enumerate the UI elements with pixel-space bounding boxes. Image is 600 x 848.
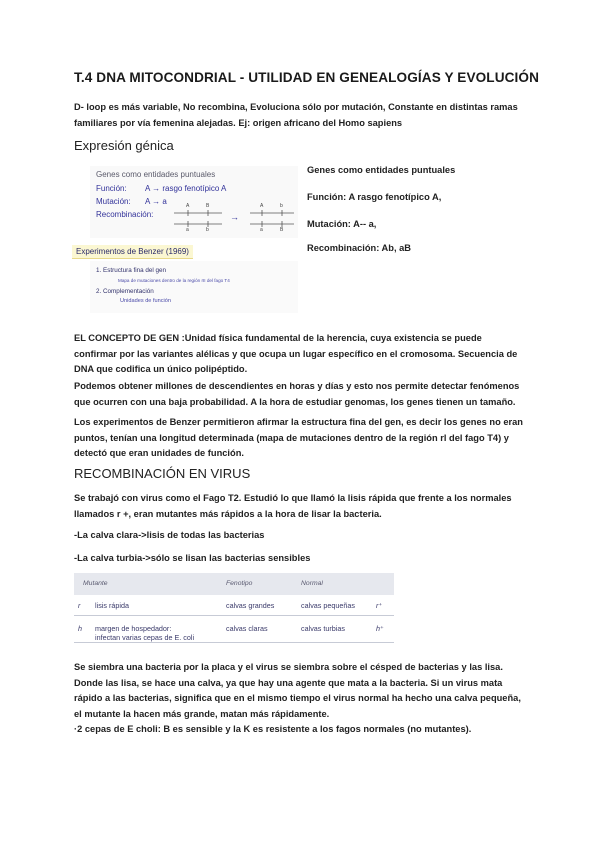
figure1-mutacion-value: A → a xyxy=(145,197,167,206)
para3-line-3: detectó que eran unidades de función. xyxy=(74,448,244,458)
row1-normal-symbol: r⁺ xyxy=(376,601,383,610)
figure1-funcion-value: A → rasgo fenotípico A xyxy=(145,184,227,193)
final-paragraph xyxy=(74,660,526,722)
row2-fenotipo: calvas claras xyxy=(226,624,268,633)
side-note-3: Mutación: A-- a, xyxy=(307,219,377,229)
header-fenotipo: Fenotipo xyxy=(226,580,253,587)
final-line-2: Donde las lisa, se hace una calva, ya que hay una agente que mata a la bacteria. Si un virus mata xyxy=(74,677,503,688)
locus-A-top-recomb: A xyxy=(260,203,264,209)
para2-line-1: Podemos obtener millones de descendientes en horas y días y esto nos permite detectar fenómenos xyxy=(74,381,520,391)
figure-benzer xyxy=(90,261,298,313)
figure1-mutacion-label: Mutación: xyxy=(96,197,131,206)
row2-symbol: h xyxy=(78,624,82,633)
intro-line-1: D- loop es más variable, No recombina, Evoluciona sólo por mutación, Constante en distintas ramas xyxy=(74,102,518,112)
last-line: ·2 cepas de E choli: B es sensible y la K es resistente a los fagos normales (no mutantes). xyxy=(74,724,472,734)
figure-genes-puntuales xyxy=(90,166,298,238)
para3-line-2: puntos, tenían una longitud determinada (mapa de mutaciones dentro de la región rl del fago T4) y xyxy=(74,432,509,443)
virus-paragraph xyxy=(74,491,526,522)
para2-line-2: que ocurren con una baja probabilidad. A la hora de estudiar genomas, los genes tienen un tamaño. xyxy=(74,396,516,407)
intro-line-2: familiares por vía femenina alejadas. Ej: origen africano del Homo sapiens xyxy=(74,117,403,128)
benzer-item-1-sub: Mapa de mutaciones dentro de la región rII del fago T4 xyxy=(118,278,230,283)
locus-a-bottom-recomb: a xyxy=(260,227,263,233)
row1-fenotipo: calvas grandes xyxy=(226,601,275,610)
row2-normal-symbol: h⁺ xyxy=(376,624,384,633)
page-title: T.4 DNA MITOCONDRIAL - UTILIDAD EN GENEALOGÍAS Y EVOLUCIÓN xyxy=(74,70,539,85)
header-mutante: Mutante xyxy=(83,580,108,587)
final-line-1: Se siembra una bacteria por la placa y el virus se siembra sobre el césped de bacterias y las lisa. xyxy=(74,662,503,672)
side-note-1: Genes como entidades puntuales xyxy=(307,165,456,175)
paragraph-descendientes xyxy=(74,379,526,410)
benzer-item-2-sub: Unidades de función xyxy=(120,298,172,304)
arrow-icon: → xyxy=(230,212,239,222)
locus-a-bottom: a xyxy=(186,227,189,233)
final-line-3: rápido a las bacterias, significa que en el mismo tiempo el virus normal ha hecho una calva pequeña, xyxy=(74,693,521,703)
mutant-table xyxy=(74,573,394,643)
section-heading-recombinacion: RECOMBINACIÓN EN VIRUS xyxy=(74,466,251,481)
concept-line-1: EL CONCEPTO DE GEN :Unidad física fundamental de la herencia, cuya existencia se puede xyxy=(74,333,482,343)
figure1-funcion-label: Función: xyxy=(96,184,127,193)
intro-paragraph xyxy=(74,100,526,131)
row2-mutante-line2: infectan varias cepas de E. coli xyxy=(95,633,195,642)
locus-A-top: A xyxy=(186,203,190,209)
locus-B-top: B xyxy=(206,203,210,209)
row-divider xyxy=(74,642,394,643)
benzer-item-2: 2. Complementación xyxy=(96,288,154,295)
locus-B-bottom-recomb: B xyxy=(280,227,284,233)
paragraph-benzer xyxy=(74,415,526,462)
locus-b-bottom: b xyxy=(206,227,209,233)
concept-line-3: DNA que codifica un único polipéptido. xyxy=(74,364,248,374)
concept-line-2: confirmar por las variantes alélicas y que ocupa un lugar específico en el cromosoma. Secuencia de xyxy=(74,348,518,359)
figure1-recombinacion-label: Recombinación: xyxy=(96,210,154,219)
calva-clara-line: -La calva clara->lisis de todas las bacterias xyxy=(74,530,265,540)
virus-line-2: llamados r +, eran mutantes más rápidos a la hora de lisar la bacteria. xyxy=(74,508,382,519)
row2-mutante-line1: margen de hospedador: xyxy=(95,624,172,633)
row-divider xyxy=(74,615,394,616)
final-line-4: el mutante la hacen más grande, matan más rápidamente. xyxy=(74,708,330,719)
row1-mutante: lisis rápida xyxy=(95,601,129,610)
calva-turbia-line: -La calva turbia->sólo se lisan las bacterias sensibles xyxy=(74,553,311,563)
virus-line-1: Se trabajó con virus como el Fago T2. Estudió lo que llamó la lisis rápida que frente a los normales xyxy=(74,493,512,503)
side-note-4: Recombinación: Ab, aB xyxy=(307,243,411,253)
locus-b-top-recomb: b xyxy=(280,203,283,209)
para3-line-1: Los experimentos de Benzer permitieron afirmar la estructura fina del gen, es decir los genes no eran xyxy=(74,417,523,427)
figure1-header: Genes como entidades puntuales xyxy=(96,170,216,179)
header-normal: Normal xyxy=(301,580,323,587)
row1-normal: calvas pequeñas xyxy=(301,601,355,610)
side-note-2: Función: A rasgo fenotípico A, xyxy=(307,192,442,202)
section-heading-expresion: Expresión génica xyxy=(74,138,174,153)
row1-symbol: r xyxy=(78,601,81,610)
concept-paragraph xyxy=(74,331,526,378)
benzer-label: Experimentos de Benzer (1969) xyxy=(72,245,193,259)
benzer-item-1: 1. Estructura fina del gen xyxy=(96,267,167,274)
row2-normal: calvas turbias xyxy=(301,624,345,633)
